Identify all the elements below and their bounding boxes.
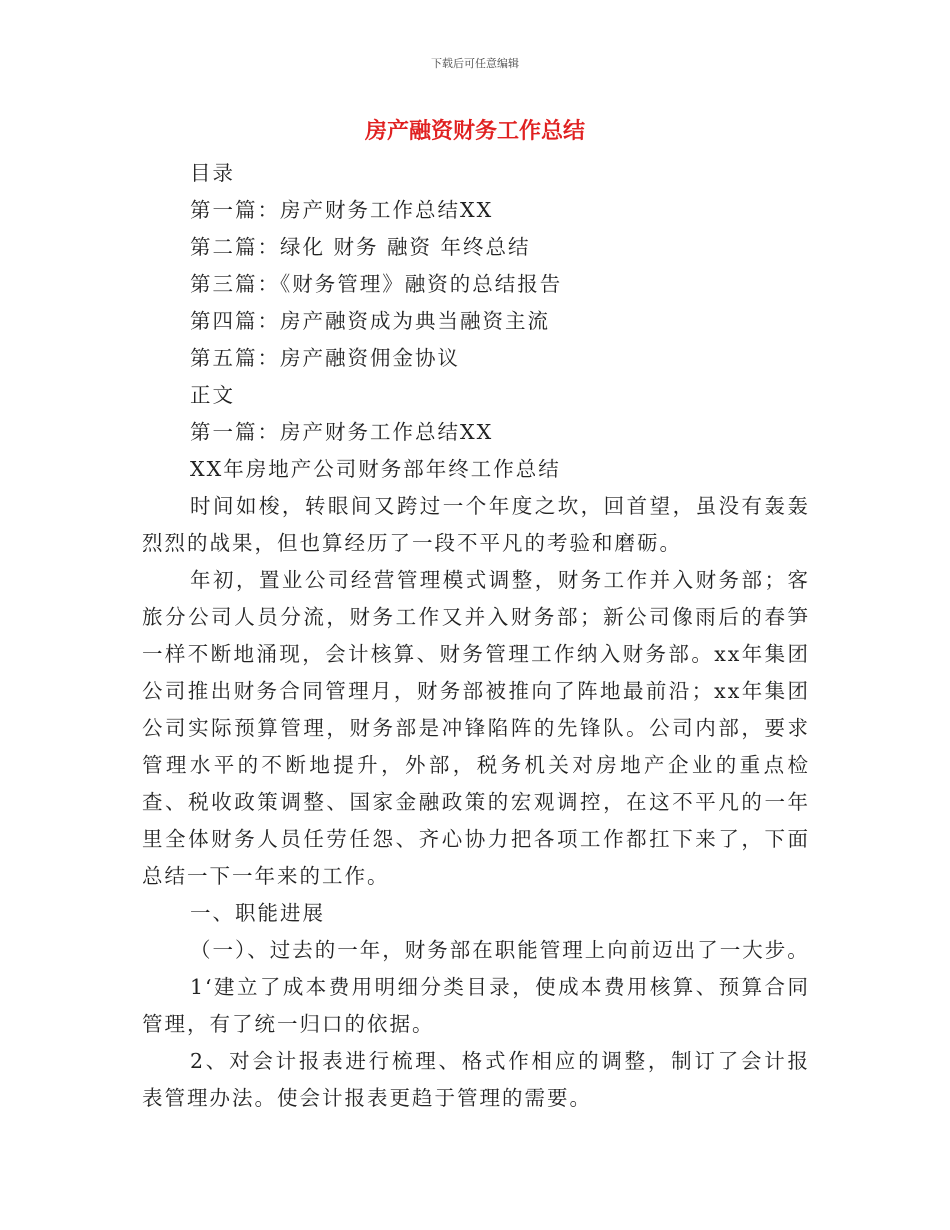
toc-item: 第五篇：房产融资佣金协议: [190, 346, 460, 370]
toc-item: 第二篇：绿化 财务 融资 年终总结: [190, 235, 531, 259]
document-body: [142, 155, 810, 1117]
toc-heading: 目录: [190, 161, 235, 185]
paragraph: 1‘建立了成本费用明细分类目录，使成本费用核算、预算合同管理，有了统一归口的依据。: [142, 975, 810, 1036]
document-title: 房产融资财务工作总结: [364, 119, 585, 144]
paragraph: 时间如梭，转眼间又跨过一个年度之坎，回首望，虽没有轰轰烈烈的战果，但也算经历了一段不平凡的考验和磨砺。: [142, 494, 810, 555]
toc-item: 第四篇：房产融资成为典当融资主流: [190, 309, 550, 333]
page-header-note: 下载后可任意编辑: [431, 57, 519, 70]
section-heading: 一、职能进展: [190, 901, 325, 925]
body-heading: 正文: [190, 383, 235, 407]
report-subtitle: XX年房地产公司财务部年终工作总结: [190, 457, 561, 481]
toc-item: 第一篇：房产财务工作总结XX: [190, 198, 494, 222]
paragraph: 年初，置业公司经营管理模式调整，财务工作并入财务部；客旅分公司人员分流，财务工作又并入财务部；新公司像雨后的春笋一样不断地涌现，会计核算、财务管理工作纳入财务部。xx年集团公司推出财务合同管理月，财务部被推向了阵地最前沿；xx年集团公司实际预算管理，财务部是冲锋陷阵的先锋队。公司内部，要求管理水平的不断地提升，外部，税务机关对房地产企业的重点检查、税收政策调整、国家金融政策的宏观调控，在这不平凡的一年里全体财务人员任劳任怨、齐心协力把各项工作都扛下来了，下面总结一下一年来的工作。: [142, 568, 810, 888]
paragraph: 2、对会计报表进行梳理、格式作相应的调整，制订了会计报表管理办法。使会计报表更趋于管理的需要。: [142, 1049, 810, 1110]
paragraph: （一）、过去的一年，财务部在职能管理上向前迈出了一大步。: [190, 938, 810, 962]
toc-item: 第三篇：《财务管理》融资的总结报告: [190, 272, 563, 296]
chapter-title: 第一篇：房产财务工作总结XX: [190, 420, 494, 444]
